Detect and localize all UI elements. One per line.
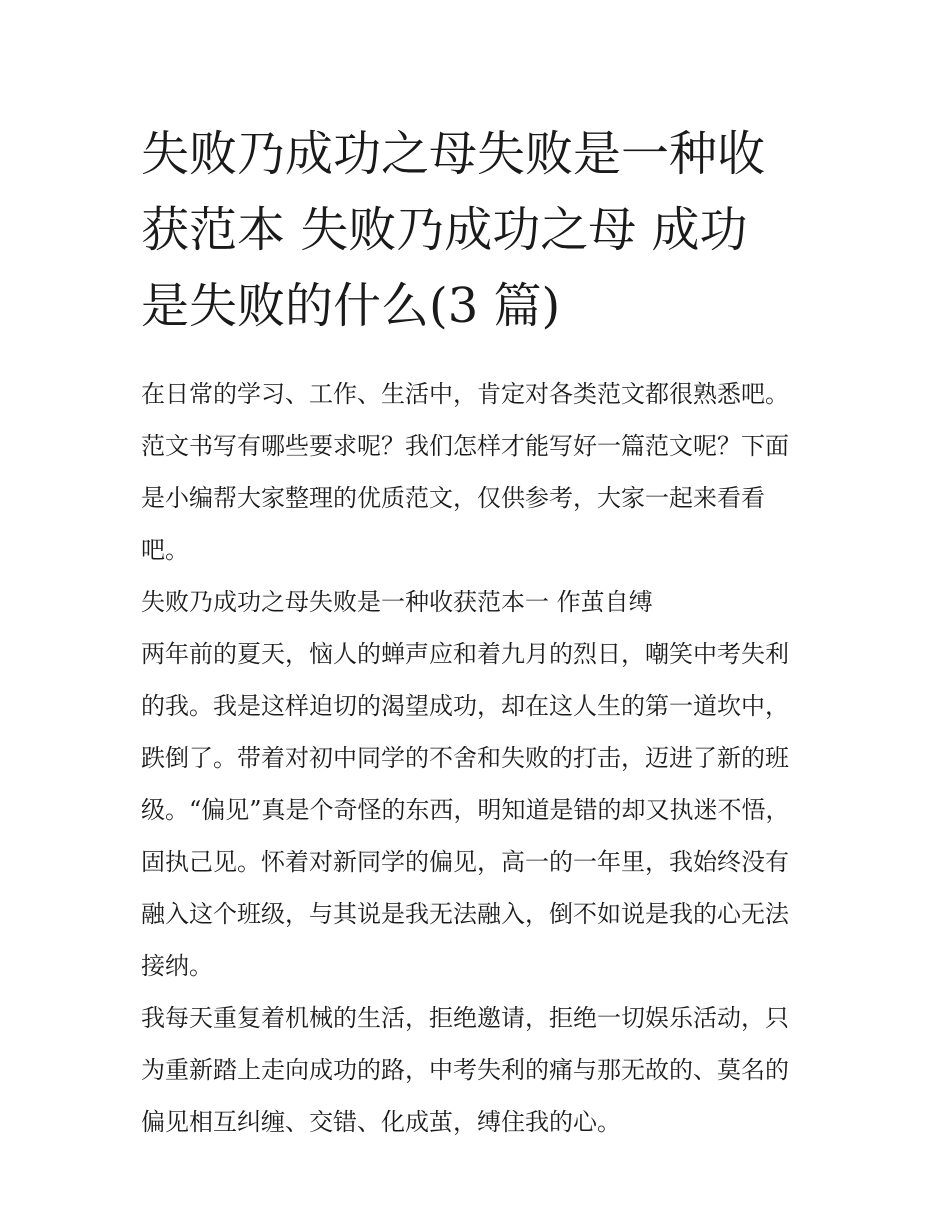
text-line: 偏见相互纠缠、交错、化成茧，缚住我的心。 [141,1108,621,1136]
body-paragraph [141,628,821,992]
text-line: 吧。 [141,536,189,564]
text-line: 的我。我是这样迫切的渴望成功，却在这人生的第一道坎中， [141,692,789,720]
text-line: 固执己见。怀着对新同学的偏见，高一的一年里，我始终没有 [141,848,789,876]
text-line: 失败乃成功之母失败是一种收获范本一 作茧自缚 [141,588,653,616]
title-line: 获范本 失败乃成功之母 成功 [141,202,748,258]
text-line: 是小编帮大家整理的优质范文，仅供参考，大家一起来看看 [141,484,765,512]
text-line: 为重新踏上走向成功的路，中考失利的痛与那无故的、莫名的 [141,1056,789,1084]
document-body [141,368,821,1148]
text-line: 我每天重复着机械的生活，拒绝邀请，拒绝一切娱乐活动，只 [141,1004,789,1032]
text-line: 融入这个班级，与其说是我无法融入，倒不如说是我的心无法 [141,900,789,928]
text-line: 级。“偏见”真是个奇怪的东西，明知道是错的却又执迷不悟， [141,796,790,824]
title-line: 是失败的什么(3 篇) [141,278,561,334]
section-heading [141,576,821,628]
body-paragraph [141,992,821,1148]
document-content [141,116,821,1148]
text-line: 跌倒了。带着对初中同学的不舍和失败的打击，迈进了新的班 [141,744,789,772]
text-line: 范文书写有哪些要求呢？我们怎样才能写好一篇范文呢？下面 [141,432,789,460]
intro-paragraph [141,368,821,576]
text-line: 两年前的夏天，恼人的蝉声应和着九月的烈日，嘲笑中考失利 [141,640,789,668]
text-line: 接纳。 [141,952,213,980]
title-line: 失败乃成功之母失败是一种收 [141,126,766,182]
text-line: 在日常的学习、工作、生活中，肯定对各类范文都很熟悉吧。 [141,380,789,408]
document-title [141,116,821,344]
